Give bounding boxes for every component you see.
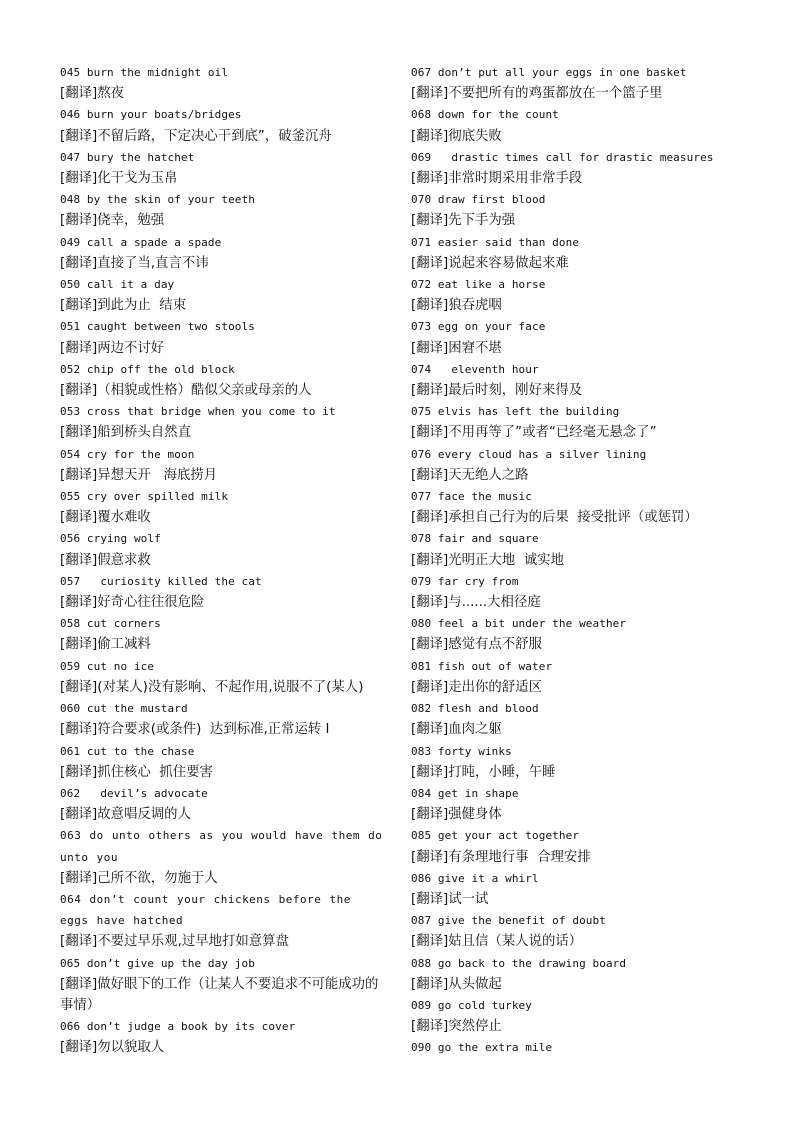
idiom-entry (411, 62, 741, 104)
idiom-translation: [翻译]说起来容易做起来难 (411, 255, 569, 271)
idiom-phrase: 089 go cold turkey (411, 998, 533, 1012)
idiom-entry (60, 825, 391, 889)
idiom-phrase: 062 devil’s advocate (60, 786, 208, 800)
idiom-entry (60, 528, 385, 570)
idiom-translation: [翻译]符合要求(或条件) 达到标准,正常运转 I (60, 722, 330, 738)
idiom-translation: [翻译]偷工减料 (60, 637, 151, 653)
idiom-translation: [翻译]天无绝人之路 (411, 467, 529, 483)
idiom-phrase: 085 get your act together (411, 829, 580, 843)
idiom-translation: [翻译]不留后路，下定决心干到底”，破釜沉舟 (60, 128, 332, 144)
idiom-translation: [翻译]己所不欲，勿施于人 (60, 870, 218, 886)
idiom-entry (411, 995, 741, 1037)
idiom-phrase: 046 burn your boats/bridges (60, 108, 242, 122)
idiom-translation: [翻译]异想天开 海底捞月 (60, 467, 218, 483)
idiom-translation: [翻译]有条理地行事 合理安排 (411, 849, 591, 865)
idiom-translation: [翻译]先下手为强 (411, 213, 516, 229)
idiom-translation: [翻译]与......大相径庭 (411, 595, 541, 611)
idiom-translation: [翻译]血肉之躯 (411, 722, 502, 738)
idiom-entry (411, 359, 741, 401)
idiom-phrase: 050 call it a day (60, 278, 175, 292)
idiom-phrase: 066 don’t judge a book by its cover (60, 1020, 296, 1034)
idiom-entry (411, 401, 741, 443)
idiom-phrase: 051 caught between two stools (60, 320, 255, 334)
idiom-entry (60, 486, 385, 528)
idiom-entry (411, 571, 741, 613)
left-column (60, 62, 391, 1059)
idiom-entry (411, 698, 741, 740)
idiom-phrase: 090 go the extra mile (411, 1041, 553, 1055)
idiom-entry (411, 444, 741, 486)
right-column (411, 62, 741, 1059)
idiom-phrase: 087 give the benefit of doubt (411, 914, 606, 928)
idiom-translation: [翻译]两边不讨好 (60, 340, 165, 356)
idiom-phrase: 047 bury the hatchet (60, 150, 195, 164)
idiom-phrase: 086 give it a whirl (411, 871, 539, 885)
idiom-phrase: 060 cut the mustard (60, 702, 188, 716)
idiom-phrase: 049 call a spade a spade (60, 235, 222, 249)
idiom-translation: [翻译]侥幸，勉强 (60, 213, 165, 229)
idiom-entry (60, 783, 385, 825)
idiom-translation: [翻译]故意唱反调的人 (60, 807, 191, 823)
idiom-translation: [翻译]承担自己行为的后果 接受批评（或惩罚） (411, 510, 698, 526)
idiom-phrase: 063 do unto others as you would have them do unto you (60, 829, 391, 864)
idiom-translation: [翻译]覆水难收 (60, 510, 151, 526)
idiom-phrase: 081 fish out of water (411, 659, 553, 673)
idiom-phrase: 074 eleventh hour (411, 362, 539, 376)
idiom-phrase: 079 far cry from (411, 574, 519, 588)
idiom-entry (411, 910, 741, 952)
idiom-translation: [翻译]狼吞虎咽 (411, 298, 502, 314)
idiom-entry (411, 868, 741, 910)
idiom-entry (60, 104, 385, 146)
idiom-entry (411, 656, 741, 698)
idiom-entry (60, 613, 385, 655)
idiom-entry (411, 316, 741, 358)
idiom-translation: [翻译]勿以貌取人 (60, 1040, 165, 1056)
idiom-phrase: 059 cut no ice (60, 659, 155, 673)
idiom-translation: [翻译]到此为止 结束 (60, 298, 187, 314)
idiom-phrase: 045 burn the midnight oil (60, 66, 229, 79)
idiom-phrase: 056 crying wolf (60, 532, 161, 546)
idiom-entry (411, 825, 741, 867)
idiom-phrase: 054 cry for the moon (60, 447, 195, 461)
idiom-entry (411, 528, 741, 570)
idiom-translation: [翻译]熬夜 (60, 86, 125, 102)
idiom-translation: [翻译]强健身体 (411, 807, 502, 823)
idiom-translation: [翻译](对某人)没有影响、不起作用,说服不了(某人) (60, 679, 364, 695)
idiom-translation: [翻译]彻底失败 (411, 128, 502, 144)
idiom-phrase: 064 don’t count your chickens before the eggs have hatched (60, 892, 360, 928)
idiom-entry (60, 953, 385, 1017)
idiom-translation: [翻译]姑且信（某人说的话） (411, 934, 583, 950)
idiom-phrase: 068 down for the count (411, 108, 559, 122)
idiom-entry (60, 232, 385, 274)
idiom-phrase: 067 don’t put all your eggs in one basket (411, 66, 687, 79)
idiom-phrase: 061 cut to the chase (60, 744, 195, 758)
idiom-entry (60, 274, 385, 316)
idiom-translation: [翻译]不要过早乐观,过早地打如意算盘 (60, 934, 289, 950)
idiom-phrase: 048 by the skin of your teeth (60, 193, 255, 207)
idiom-translation: [翻译]好奇心往往很危险 (60, 595, 205, 611)
idiom-phrase: 076 every cloud has a silver lining (411, 447, 647, 461)
idiom-entry (411, 104, 741, 146)
idiom-entry (411, 274, 741, 316)
idiom-phrase: 075 elvis has left the building (411, 405, 620, 419)
idiom-translation: [翻译]突然停止 (411, 1019, 502, 1035)
idiom-phrase: 082 flesh and blood (411, 702, 539, 716)
idiom-translation: [翻译]打盹，小睡，午睡 (411, 764, 556, 780)
idiom-entry (411, 232, 741, 274)
idiom-entry (411, 783, 741, 825)
idiom-entry (411, 613, 741, 655)
idiom-entry (411, 953, 741, 995)
idiom-translation: [翻译]困窘不堪 (411, 340, 502, 356)
idiom-entry (60, 571, 385, 613)
idiom-phrase: 078 fair and square (411, 532, 539, 546)
idiom-phrase: 080 feel a bit under the weather (411, 617, 627, 631)
idiom-entry (411, 741, 741, 783)
idiom-translation: [翻译]光明正大地 诚实地 (411, 552, 564, 568)
idiom-translation: [翻译]抓住核心 抓住要害 (60, 764, 213, 780)
idiom-translation: [翻译]从头做起 (411, 976, 502, 992)
idiom-phrase: 072 eat like a horse (411, 278, 546, 292)
idiom-phrase: 073 egg on your face (411, 320, 546, 334)
idiom-phrase: 052 chip off the old block (60, 362, 235, 376)
idiom-phrase: 077 face the music (411, 490, 533, 504)
idiom-phrase: 058 cut corners (60, 617, 161, 631)
idiom-translation: [翻译]试一试 (411, 891, 489, 907)
idiom-entry (411, 1037, 741, 1058)
idiom-phrase: 083 forty winks (411, 744, 512, 758)
idiom-translation: [翻译]感觉有点不舒服 (411, 637, 542, 653)
idiom-phrase: 053 cross that bridge when you come to it (60, 405, 336, 419)
idiom-entry (60, 316, 385, 358)
idiom-phrase: 088 go back to the drawing board (411, 956, 627, 970)
idiom-phrase: 084 get in shape (411, 786, 519, 800)
idiom-translation: [翻译]直接了当,直言不讳 (60, 255, 209, 271)
idiom-translation: [翻译]走出你的舒适区 (411, 679, 542, 695)
idiom-translation: [翻译]非常时期采用非常手段 (411, 171, 583, 187)
idiom-phrase: 069 drastic times call for drastic measures (411, 150, 714, 164)
idiom-entry (60, 656, 385, 698)
idiom-entry (60, 889, 385, 953)
idiom-phrase: 070 draw first blood (411, 193, 546, 207)
idiom-phrase: 065 don’t give up the day job (60, 956, 255, 970)
idiom-entry (60, 1016, 385, 1058)
idiom-entry (60, 444, 385, 486)
idiom-entry (60, 189, 385, 231)
idiom-phrase: 055 cry over spilled milk (60, 490, 229, 504)
idiom-translation: [翻译]不要把所有的鸡蛋都放在一个篮子里 (411, 86, 663, 102)
idiom-entry (60, 62, 385, 104)
idiom-translation: [翻译]船到桥头自然直 (60, 425, 191, 441)
idiom-translation: [翻译]不用再等了”或者“已经毫无悬念了” (411, 425, 657, 441)
idiom-entry (60, 147, 385, 189)
idiom-entry (60, 741, 385, 783)
idiom-entry (60, 698, 385, 740)
idiom-entry (60, 359, 385, 401)
idiom-translation: [翻译]假意求救 (60, 552, 151, 568)
idiom-translation: [翻译]（相貌或性格）酷似父亲或母亲的人 (60, 383, 312, 399)
idiom-entry (411, 147, 741, 189)
idiom-phrase: 071 easier said than done (411, 235, 580, 249)
idiom-translation: [翻译]最后时刻，刚好来得及 (411, 383, 583, 399)
idiom-entry (411, 189, 741, 231)
idiom-entry (411, 486, 741, 528)
idiom-translation: [翻译]化干戈为玉帛 (60, 171, 178, 187)
idiom-phrase: 057 curiosity killed the cat (60, 574, 262, 588)
idiom-translation: [翻译]做好眼下的工作（让某人不要追求不可能成功的事情） (60, 976, 379, 1013)
idiom-entry (60, 401, 385, 443)
